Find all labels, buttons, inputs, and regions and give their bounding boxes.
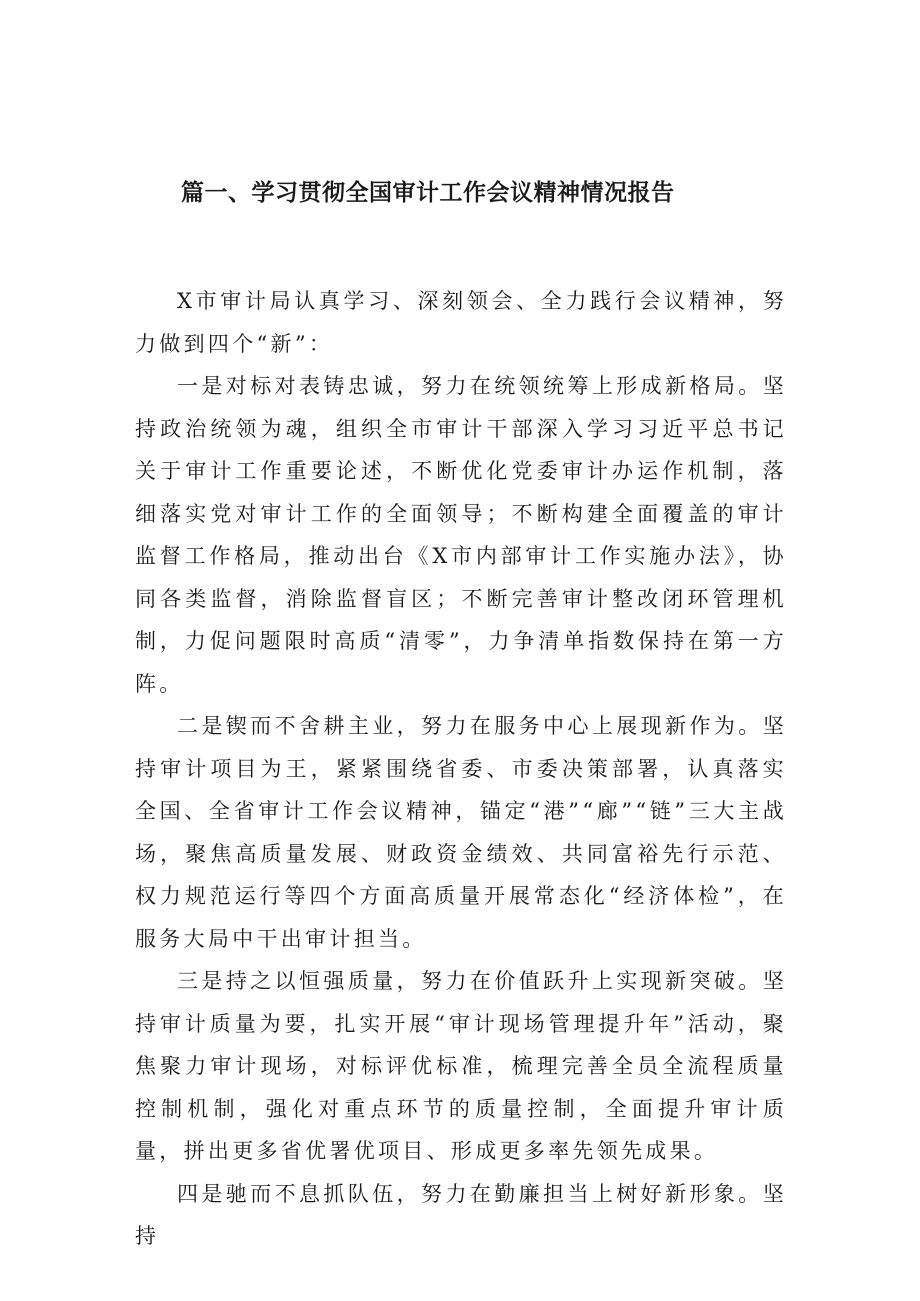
paragraph-point-four: 四是驰而不息抓队伍，努力在勤廉担当上树好新形象。坚持 — [135, 1181, 787, 1248]
paragraph-point-two: 二是锲而不舍耕主业，努力在服务中心上展现新作为。坚持审计项目为王，紧紧围绕省委、市委决策部署，认真落实全国、全省审计工作会议精神，锚定“港”“廊”“链”三大主战场，聚焦高质量发展、财政资金绩效、共同富裕先行示范、权力规范运行等四个方面高质量开展常态化“经济体检”，在服务大局中干出审计担当。 — [135, 714, 787, 951]
paragraph-point-one: 一是对标对表铸忠诚，努力在统领统筹上形成新格局。坚持政治统领为魂，组织全市审计干部深入学习习近平总书记关于审计工作重要论述，不断优化党委审计办运作机制，落细落实党对审计工作的全面领导；不断构建全面覆盖的审计监督工作格局，推动出台《X市内部审计工作实施办法》，协同各类监督，消除监督盲区；不断完善审计整改闭环管理机制，力促问题限时高质“清零”，力争清单指数保持在第一方阵。 — [135, 374, 787, 696]
document-body — [135, 280, 787, 1258]
document-title: 篇一、学习贯彻全国审计工作会议精神情况报告 — [181, 180, 675, 206]
paragraph-point-three: 三是持之以恒强质量，努力在价值跃升上实现新突破。坚持审计质量为要，扎实开展“审计现场管理提升年”活动，聚焦聚力审计现场，对标评优标准，梳理完善全员全流程质量控制机制，强化对重点环节的质量控制，全面提升审计质量，拼出更多省优署优项目、形成更多率先领先成果。 — [135, 969, 787, 1163]
paragraph-intro: X市审计局认真学习、深刻领会、全力践行会议精神，努力做到四个“新”： — [135, 289, 787, 356]
